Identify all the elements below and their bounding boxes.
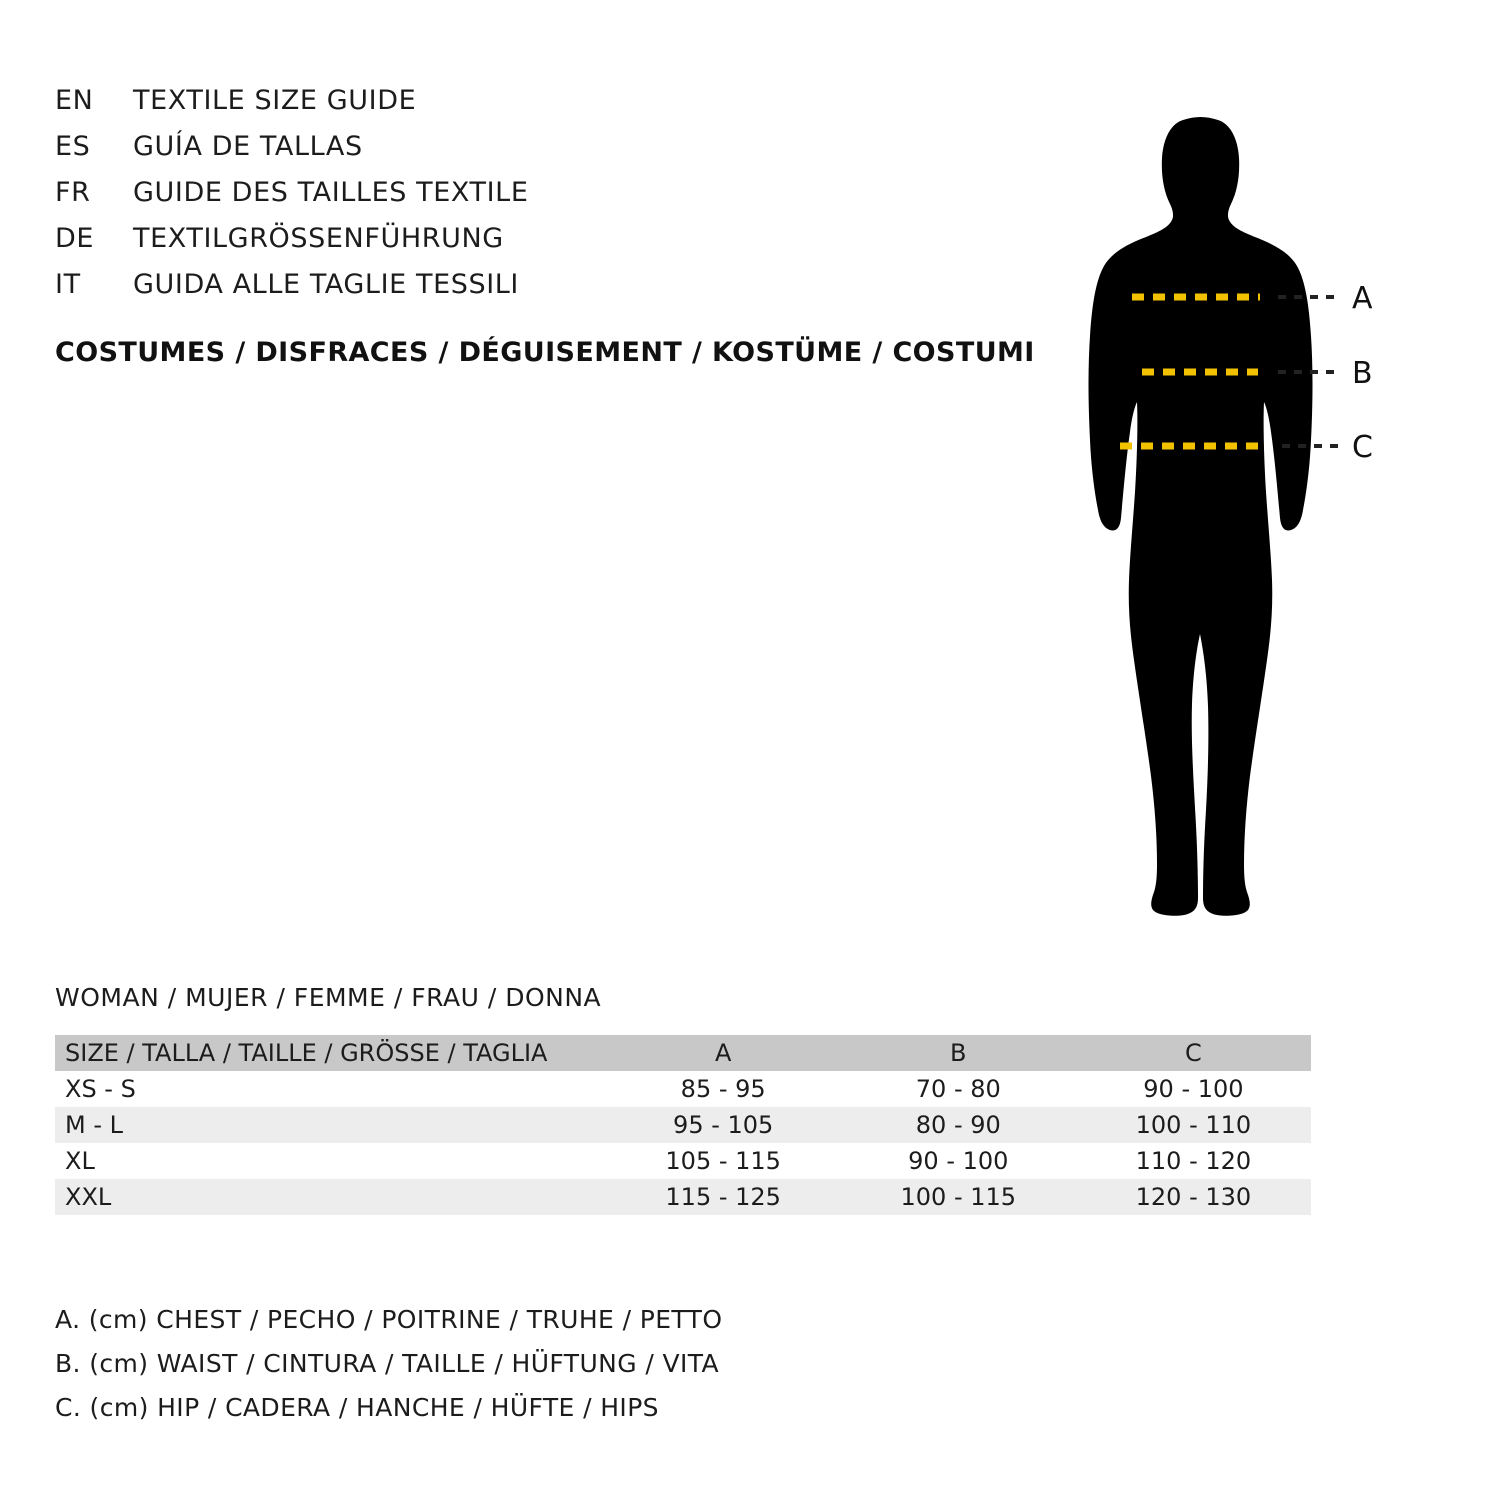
category-title: COSTUMES / DISFRACES / DÉGUISEMENT / KOSTÜME / COSTUMI [55, 337, 1035, 368]
measurement-legend [55, 1298, 722, 1430]
female-silhouette-figure [1020, 60, 1460, 940]
marker-label-a: A [1352, 281, 1373, 316]
row-size-label: XL [65, 1147, 95, 1175]
language-row-de [55, 216, 955, 262]
language-code-it: IT [55, 269, 81, 300]
language-code-de: DE [55, 223, 95, 254]
size-table [55, 1035, 1311, 1215]
silhouette-icon [1089, 117, 1313, 916]
row-value-a: 105 - 115 [665, 1147, 781, 1175]
table-row [55, 1143, 1311, 1179]
language-text-it: GUIDA ALLE TAGLIE TESSILI [133, 269, 519, 300]
row-value-a: 95 - 105 [673, 1111, 774, 1139]
column-header-b: B [950, 1039, 967, 1067]
row-size-label: M - L [65, 1111, 123, 1139]
table-row [55, 1179, 1311, 1215]
column-header-size: SIZE / TALLA / TAILLE / GRÖSSE / TAGLIA [65, 1039, 548, 1067]
row-value-b: 70 - 80 [915, 1075, 1001, 1103]
language-row-it [55, 262, 955, 308]
language-code-es: ES [55, 131, 91, 162]
row-value-b: 80 - 90 [915, 1111, 1001, 1139]
language-text-de: TEXTILGRÖSSENFÜHRUNG [133, 223, 504, 254]
row-size-label: XS - S [65, 1075, 136, 1103]
language-code-fr: FR [55, 177, 91, 208]
row-value-a: 85 - 95 [680, 1075, 766, 1103]
table-header-row [55, 1035, 1311, 1071]
language-row-fr [55, 170, 955, 216]
column-header-c: C [1185, 1039, 1202, 1067]
row-value-c: 110 - 120 [1135, 1147, 1252, 1175]
row-value-c: 100 - 110 [1135, 1111, 1252, 1139]
language-text-en: TEXTILE SIZE GUIDE [133, 85, 417, 116]
row-value-b: 100 - 115 [900, 1183, 1017, 1211]
marker-label-c: C [1352, 430, 1373, 465]
row-value-b: 90 - 100 [908, 1147, 1009, 1175]
legend-line-a: A. (cm) CHEST / PECHO / POITRINE / TRUHE / PETTO [55, 1305, 723, 1334]
language-list [55, 78, 955, 308]
language-row-en [55, 78, 955, 124]
legend-line-b: B. (cm) WAIST / CINTURA / TAILLE / HÜFTUNG / VITA [55, 1349, 720, 1378]
row-value-c: 120 - 130 [1135, 1183, 1252, 1211]
language-text-fr: GUIDE DES TAILLES TEXTILE [133, 177, 529, 208]
table-row [55, 1107, 1311, 1143]
table-row [55, 1071, 1311, 1107]
row-value-c: 90 - 100 [1143, 1075, 1244, 1103]
row-size-label: XXL [65, 1183, 112, 1211]
legend-line-c: C. (cm) HIP / CADERA / HANCHE / HÜFTE / HIPS [55, 1393, 659, 1422]
column-header-a: A [714, 1039, 732, 1067]
table-caption: WOMAN / MUJER / FEMME / FRAU / DONNA [55, 983, 602, 1012]
language-row-es [55, 124, 955, 170]
row-value-a: 115 - 125 [665, 1183, 781, 1211]
language-text-es: GUÍA DE TALLAS [133, 131, 363, 162]
marker-label-b: B [1352, 356, 1373, 391]
language-code-en: EN [55, 85, 94, 116]
